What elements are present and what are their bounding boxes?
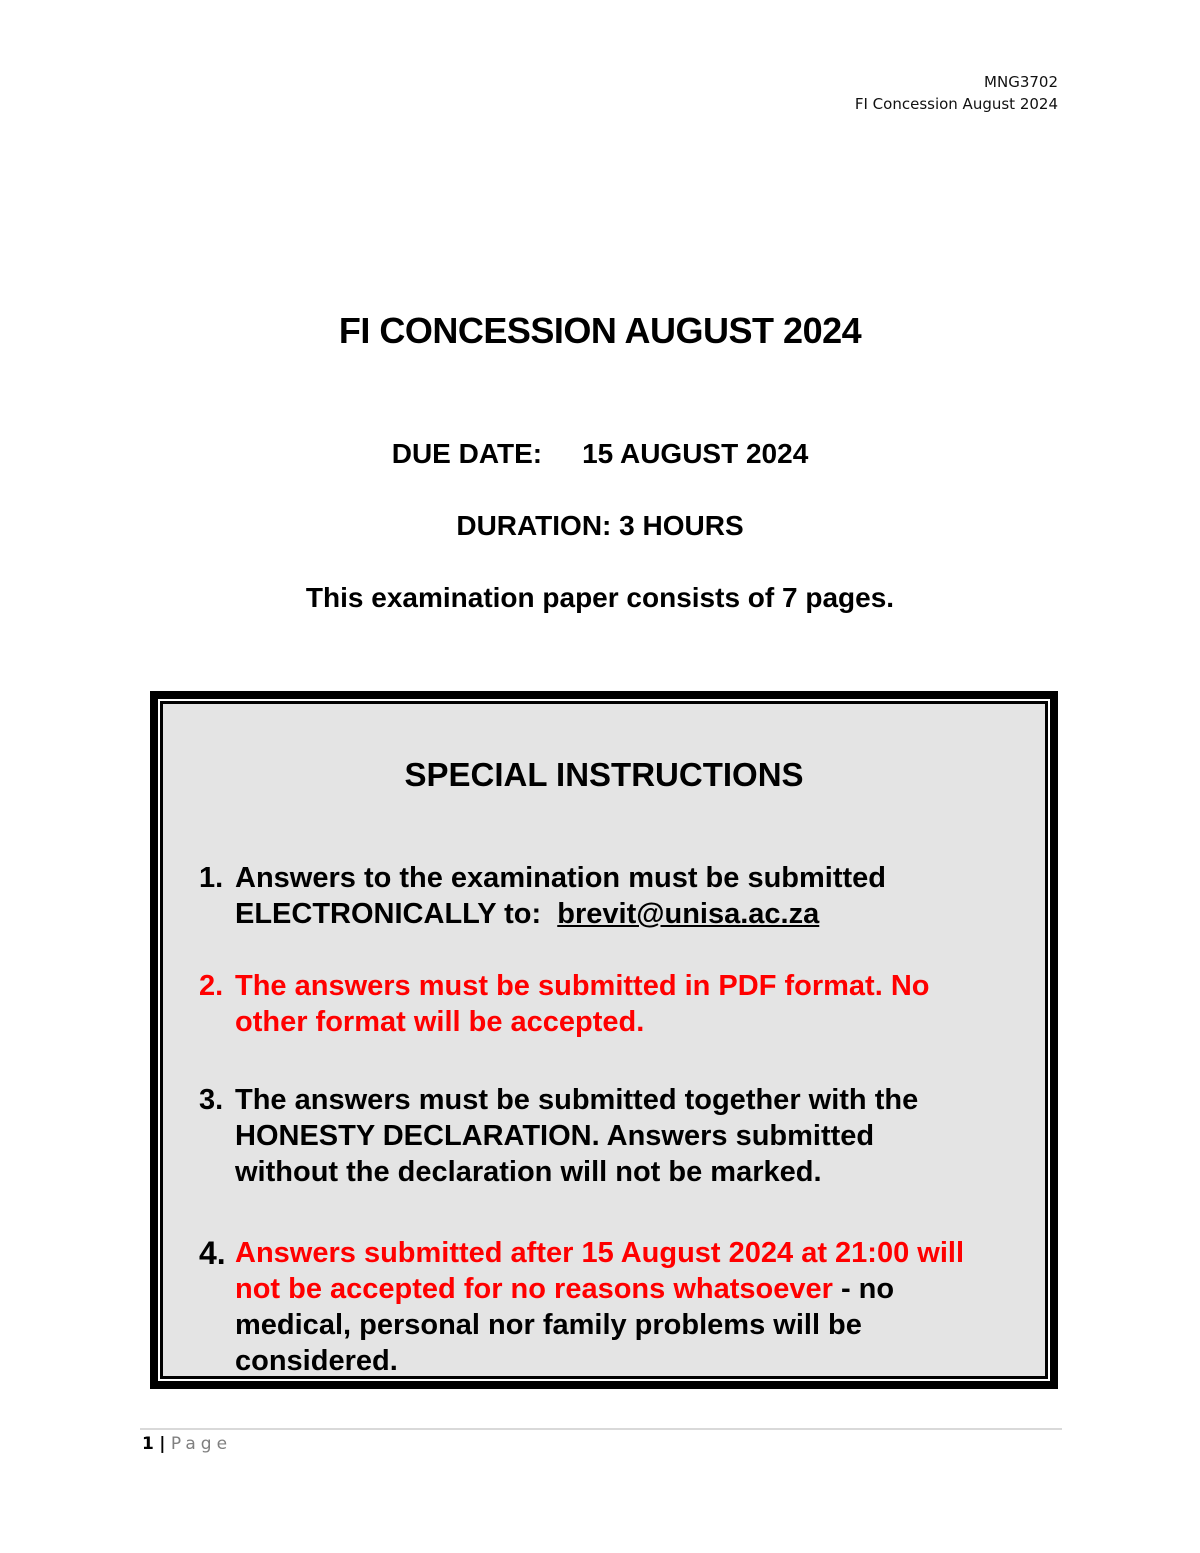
pages-note: This examination paper consists of 7 pages. (305, 582, 895, 613)
email-link[interactable]: brevit@unisa.ac.za (557, 898, 820, 930)
page-footer: 1 | Page (142, 1434, 233, 1454)
running-header (855, 73, 1058, 113)
due-date-label: DUE DATE: (391, 438, 543, 469)
instructions-title: SPECIAL INSTRUCTIONS (404, 756, 804, 793)
page-label: Page (170, 1434, 233, 1454)
page-number: 1 (142, 1434, 154, 1454)
due-date (0, 438, 1200, 470)
duration: DURATION: 3 HOURS (456, 510, 744, 541)
page-title: FI CONCESSION AUGUST 2024 (338, 310, 862, 351)
special-instructions-box: SPECIAL INSTRUCTIONS 1. Answers to the examination must be submitted ELECTRONICALLY to: brevit@unisa.ac.za 2. The answers must be submitted in PDF format. No other format will be accepted. 3. The answers must be submitted together with the HONESTY DECLARATION. Answers submitted without the declaration will not be marked. 4. Answers submitted after 15 August 2024 at 21:00 will not be accepted for no reasons whatsoever - no medical, personal nor family problems will be considered. (150, 691, 1058, 1389)
footer-divider (140, 1428, 1062, 1430)
course-code: MNG3702 (984, 73, 1058, 91)
header-subtitle: FI Concession August 2024 (854, 95, 1058, 113)
due-date-value: 15 AUGUST 2024 (582, 438, 809, 469)
